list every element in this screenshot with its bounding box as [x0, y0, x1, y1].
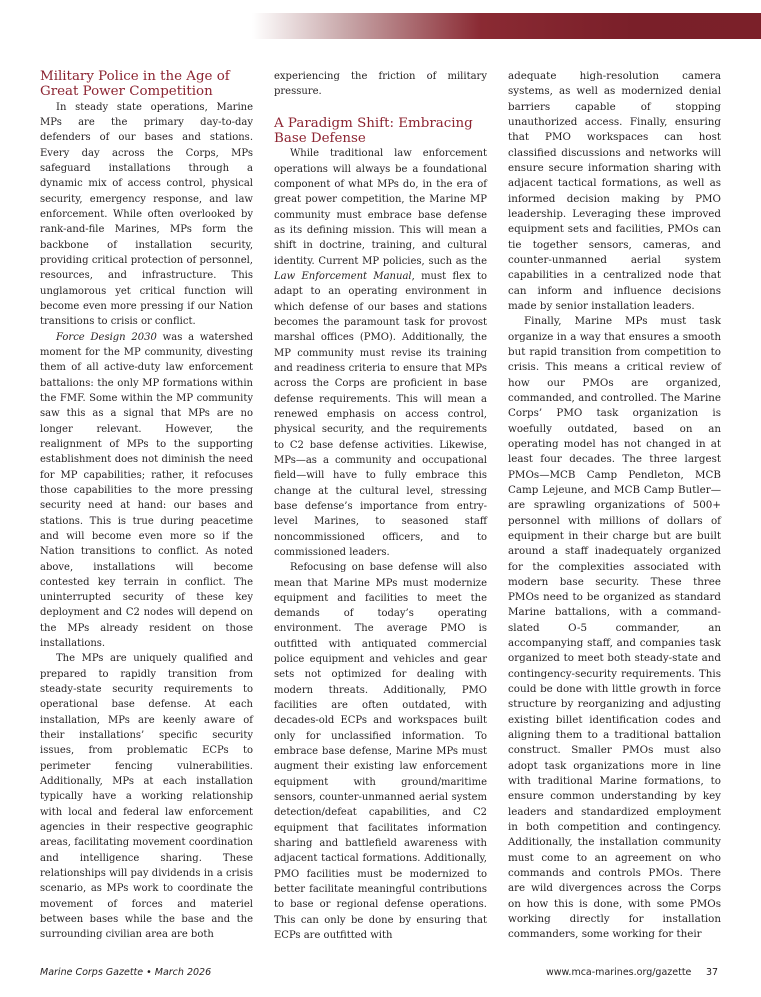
text-column-2: [274, 69, 487, 943]
paragraph-continued: adequate high-resolution camera systems, as well as modernized denial barriers capable of stopping unauthorized access. Finally, ensuring that PMO workspaces can host classified discussions and networks will ensure secure information sharing with adjacent tactical formations, as well as informed decision making by PMO leadership. Leveraging these improved equipment sets and facilities, PMOs can tie together sensors, cameras, and counter-unmanned aerial system capabilities in a centralized node that can inform and influence decisions made by senior installation leaders.: [508, 70, 721, 312]
italic-title: Force Design 2030: [56, 331, 157, 343]
footer-website-link[interactable]: www.mca-marines.org/gazette: [546, 967, 692, 978]
header-color-band: [252, 13, 761, 39]
italic-title: Law Enforcement Manual: [274, 270, 412, 282]
text-column-3: [508, 69, 721, 943]
footer-publication: Marine Corps Gazette • March 2026: [40, 967, 212, 978]
paragraph: While traditional law enforcement operations will always be a foundational component of what MPs do, in the era of great power competition, the Marine MP community must embrace base defense as its defining mission. This will mean a shift in doctrine, training, and cultural identity. Current MP policies, such as the Law Enforcement Manual, must flex to adapt to an operating environment in which defense of our bases and stations becomes the paramount task for provost marshal offices (PMO). Additionally, the MP community must revise its training and readiness criteria to ensure that MPs across the Corps are proficient in base defense requirements. This will mean a renewed emphasis on access control, physical security, and the requirements to C2 base defense activities. Likewise, MPs—as a community and occupational field—will have to fully embrace this change at the cultural level, stressing base defense’s importance from entry-level Marines, to seasoned staff noncommissioned officers, and to commissioned leaders.: [274, 148, 487, 558]
paragraph: In steady state operations, Marine MPs are the primary day-to-day defenders of our bases and stations. Every day across the Corps, MPs safeguard installations through a dynamic mix of access control, physical security, emergency response, and law enforcement. While often overlooked by rank-and-file Marines, MPs form the backbone of installation security, providing critical protection of personnel, resources, and infrastructure. This unglamorous yet critical function will become even more pressing if our Nation transitions to crisis or conflict.: [40, 101, 253, 328]
text-column-1: [40, 69, 253, 943]
paragraph: Refocusing on base defense will also mean that Marine MPs must modernize equipment and facilities to meet the demands of today’s operating environment. The average PMO is outfitted with antiquated commercial police equipment and vehicles and gear sets not optimized for dealing with modern threats. Additionally, PMO facilities are often outdated, with decades-old ECPs and workspaces built only for unclassified information. To embrace base defense, Marine MPs must augment their existing law enforcement equipment with ground/maritime sensors, counter-unmanned aerial system detection/defeat capabilities, and C2 equipment that facilitates information sharing and battlefield awareness with adjacent tactical formations. Additionally, PMO facilities must be modernized to better facilitate meaningful contributions to base or regional defense operations. This can only be done by ensuring that ECPs are outfitted with: [274, 562, 487, 942]
paragraph-continued: experiencing the friction of military pressure.: [274, 71, 487, 98]
paragraph: The MPs are uniquely qualified and prepared to rapidly transition from steady-state security requirements to operational base defense. At each installation, MPs are keenly aware of their installations’ specific security issues, from problematic ECPs to perimeter fencing vulnerabilities. Additionally, MPs at each installation typically have a working relationship with local and federal law enforcement agencies in their respective geographic areas, facilitating movement coordination and intelligence sharing. These relationships will pay dividends in a crisis scenario, as MPs work to coordinate the movement of forces and materiel between bases while the base and the surrounding civilian area are both: [40, 653, 253, 941]
section-heading-paradigm-shift: A Paradigm Shift: Embracing Base Defense: [274, 115, 473, 146]
paragraph: Finally, Marine MPs must task organize in a way that ensures a smooth but rapid transition from competition to crisis. This means a critical review of how our PMOs are organized, commanded, and controlled. The Marine Corps’ PMO task organization is woefully outdated, based on an operating model has not changed in at least four decades. The three largest PMOs—MCB Camp Pendleton, MCB Camp Lejeune, and MCB Camp Butler—are sprawling organizations of 500+ personnel with millions of dollars of equipment in their charge but are built around a staff inadequately organized for the complexities associated with modern base security. These three PMOs need to be organized as standard Marine battalions, with a command-slated O-5 commander, an accompanying staff, and companies task organized to meet both steady-state and contingency-security requirements. This could be done with little growth in force structure by reorganizing and adjusting existing billet identification codes and aligning them to a traditional battalion construct. Smaller PMOs must also adopt task organizations more in line with traditional Marine formations, to ensure common understanding by key leaders and standardized employment in both competition and contingency. Additionally, the installation community must come to an agreement on who commands and controls PMOs. There are wild divergences across the Corps on how this is done, with some PMOs working directly for installation commanders, some working for their: [508, 315, 721, 941]
page-number: 37: [706, 967, 719, 978]
section-heading-mp-age: Military Police in the Age of Great Power Competition: [40, 69, 230, 100]
paragraph: Force Design 2030 was a watershed moment for the MP community, divesting them of all active-duty law enforcement battalions: the only MP formations within the FMF. Some within the MP community saw this as a signal that MPs are no longer relevant. However, the realignment of MPs to the supporting establishment does not diminish the need for MP capabilities; rather, it refocuses those capabilities to the more pressing security need at hand: our bases and stations. This is true during peacetime and will become even more so if the Nation transitions to conflict. As noted above, installations will become contested key terrain in conflict. The uninterrupted security of these key deployment and C2 nodes will depend on the MPs already resident on those installations.: [40, 331, 254, 650]
